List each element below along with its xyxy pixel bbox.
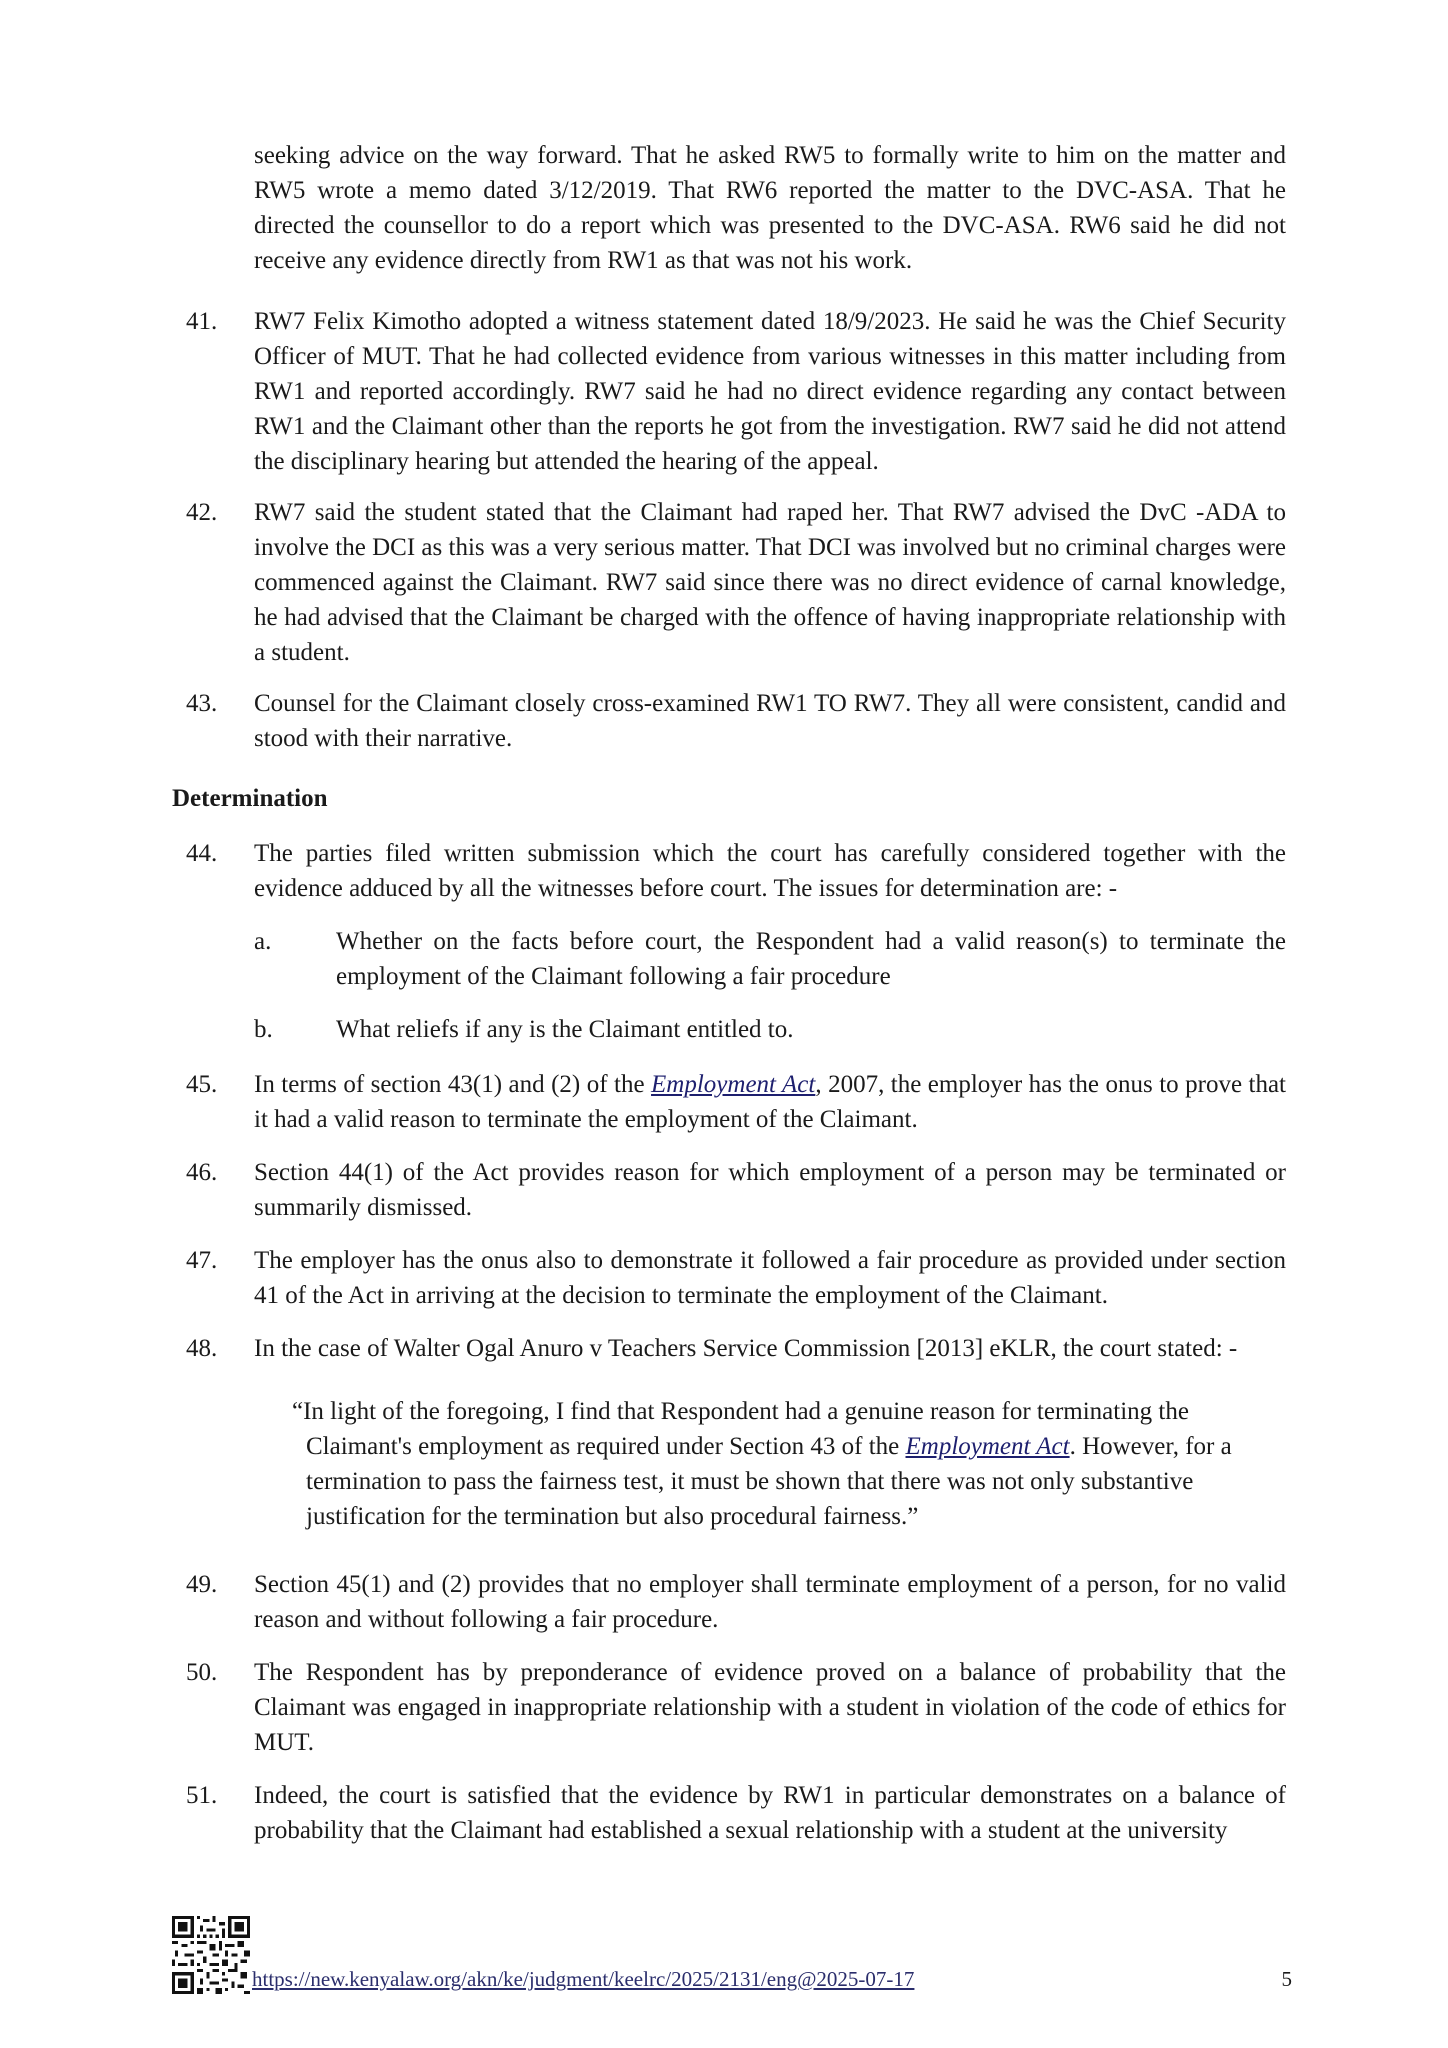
text-after-link: , 2007, the employer has the onus to prove that it had a valid reason to terminate the employment of the Claimant. xyxy=(254,1071,1287,1133)
continuation-text: seeking advice on the way forward. That he asked RW5 to formally write to him on the matter and RW5 wrote a memo dated 3/12/2019. That RW6 reported the matter to the DVC-ASA. That he directed the counsellor to do a report which was presented to the DVC-ASA. RW6 said he did not receive any evidence directly from RW1 as that was not his work. xyxy=(254,142,1286,274)
paragraph-46 xyxy=(186,1155,1286,1225)
paragraph-text xyxy=(254,1067,1286,1137)
paragraph-number: 51. xyxy=(186,1782,218,1809)
quote-text-before-link: “In light of the foregoing, I find that Respondent had a genuine reason for terminating the Claimant's employment as required under Section 43 of the xyxy=(292,1398,1189,1460)
paragraph-text: The employer has the onus also to demonstrate it followed a fair procedure as provided under section 41 of the Act in arriving at the decision to terminate the employment of the Claimant. xyxy=(254,1247,1286,1309)
paragraph-text: The Respondent has by preponderance of evidence proved on a balance of probability that the Claimant was engaged in inappropriate relationship with a student in violation of the code of ethics for MUT. xyxy=(254,1659,1286,1756)
paragraph-51 xyxy=(186,1778,1286,1848)
paragraph-50 xyxy=(186,1655,1286,1760)
section-heading: Determination xyxy=(172,785,328,812)
issue-text: Whether on the facts before court, the Respondent had a valid reason(s) to terminate the employment of the Claimant following a fair procedure xyxy=(336,928,1286,990)
issue-text: What reliefs if any is the Claimant entitled to. xyxy=(336,1016,794,1043)
paragraph-number: 50. xyxy=(186,1659,218,1686)
paragraph-number: 49. xyxy=(186,1571,218,1598)
quote-text-after-link: . However, for a termination to pass the fairness test, it must be shown that there was not only substantive justification for the termination but also procedural fairness.” xyxy=(306,1433,1232,1530)
employment-act-link[interactable]: Employment Act xyxy=(651,1071,816,1098)
paragraph-text: Section 45(1) and (2) provides that no employer shall terminate employment of a person, for no valid reason and without following a fair procedure. xyxy=(254,1571,1286,1633)
issue-item-b xyxy=(254,1012,1286,1047)
issue-letter: b. xyxy=(254,1016,273,1043)
paragraph-44 xyxy=(186,836,1286,906)
paragraph-45 xyxy=(186,1067,1286,1137)
paragraph-text: In the case of Walter Ogal Anuro v Teachers Service Commission [2013] eKLR, the court stated: - xyxy=(254,1335,1238,1362)
employment-act-link[interactable]: Employment Act xyxy=(905,1433,1070,1460)
paragraph-number: 46. xyxy=(186,1159,218,1186)
paragraph-text: Indeed, the court is satisfied that the evidence by RW1 in particular demonstrates on a balance of probability that the Claimant had established a sexual relationship with a student at the university xyxy=(254,1782,1286,1844)
source-url-link[interactable]: https://new.kenyalaw.org/akn/ke/judgment/keelrc/2025/2131/eng@2025-07-17 xyxy=(252,1967,915,1991)
paragraph-42 xyxy=(186,495,1286,670)
paragraph-text: RW7 said the student stated that the Claimant had raped her. That RW7 advised the DvC -ADA to involve the DCI as this was a very serious matter. That DCI was involved but no criminal charges were commenced against the Claimant. RW7 said since there was no direct evidence of carnal knowledge, he had advised that the Claimant be charged with the offence of having inappropriate relationship with a student. xyxy=(254,499,1286,666)
paragraph-number: 41. xyxy=(186,308,218,335)
paragraph-text: Counsel for the Claimant closely cross-examined RW1 TO RW7. They all were consistent, candid and stood with their narrative. xyxy=(254,690,1286,752)
paragraph-47 xyxy=(186,1243,1286,1313)
page-number: 5 xyxy=(1281,1967,1292,1991)
paragraph-41 xyxy=(186,304,1286,479)
paragraph-text: Section 44(1) of the Act provides reason for which employment of a person may be terminated or summarily dismissed. xyxy=(254,1159,1286,1221)
paragraph-text: RW7 Felix Kimotho adopted a witness statement dated 18/9/2023. He said he was the Chief Security Officer of MUT. That he had collected evidence from various witnesses in this matter including from RW1 and reported accordingly. RW7 said he had no direct evidence regarding any contact between RW1 and the Claimant other than the reports he got from the investigation. RW7 said he did not attend the disciplinary hearing but attended the hearing of the appeal. xyxy=(254,308,1286,475)
paragraph-48 xyxy=(186,1331,1286,1366)
block-quote xyxy=(292,1394,1242,1534)
qr-code-icon xyxy=(172,1916,250,1994)
issue-letter: a. xyxy=(254,928,272,955)
text-before-link: In terms of section 43(1) and (2) of the xyxy=(254,1071,652,1098)
paragraph-number: 42. xyxy=(186,499,218,526)
quote-text xyxy=(292,1394,1242,1534)
issue-item-a xyxy=(254,924,1286,994)
paragraph-number: 43. xyxy=(186,690,218,717)
page-footer xyxy=(172,1916,1292,1996)
paragraph-number: 47. xyxy=(186,1247,218,1274)
paragraph-text: The parties filed written submission which the court has carefully considered together with the evidence adduced by all the witnesses before court. The issues for determination are: - xyxy=(254,840,1286,902)
paragraph-49 xyxy=(186,1567,1286,1637)
paragraph-number: 44. xyxy=(186,840,218,867)
paragraph-number: 45. xyxy=(186,1071,218,1098)
continuation-paragraph xyxy=(254,138,1286,278)
paragraph-number: 48. xyxy=(186,1335,218,1362)
paragraph-43 xyxy=(186,686,1286,756)
